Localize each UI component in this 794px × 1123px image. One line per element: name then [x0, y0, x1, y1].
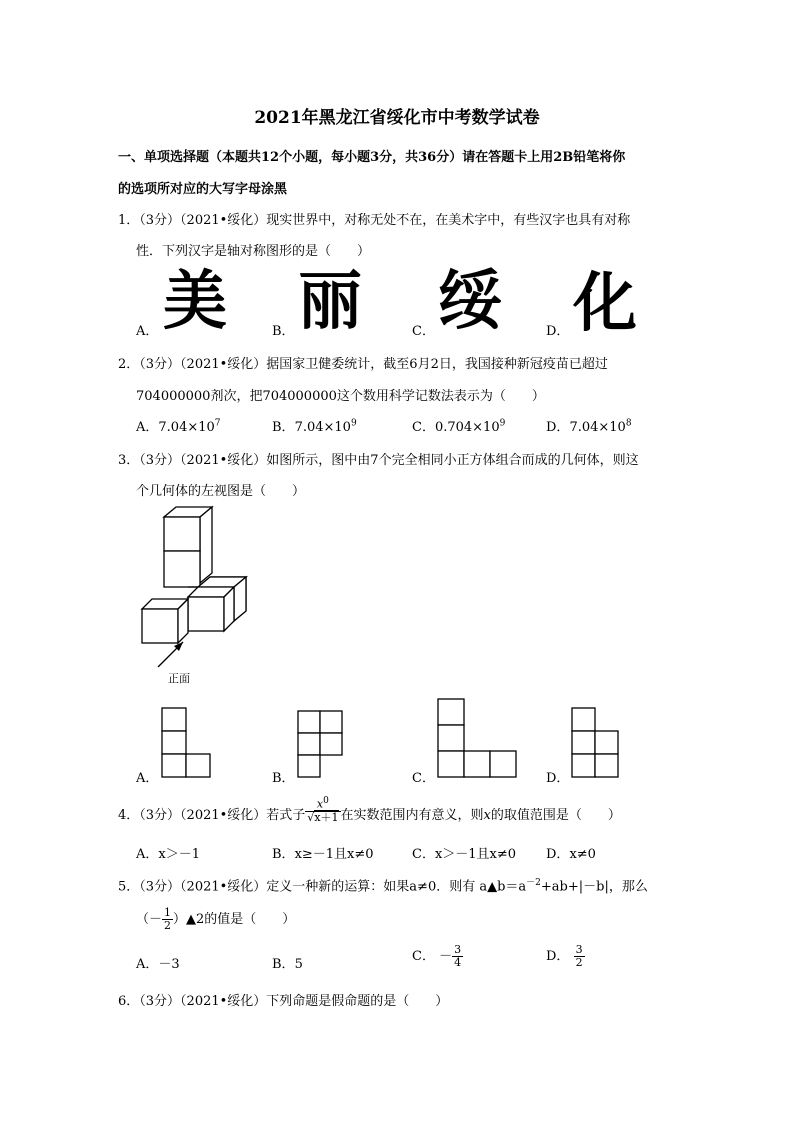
q4-fraction — [305, 795, 340, 824]
q4-suffix2: 的取值范围是（ ） — [490, 808, 621, 823]
q2-option-a-label: A． — [136, 420, 159, 435]
q3-figure-label: 正面 — [168, 672, 190, 685]
q4-line1 — [118, 796, 621, 824]
q5-option-b: B．5 — [272, 957, 303, 972]
q1-option-b-char: 丽 — [298, 265, 362, 339]
q1-line1: 1．（3分）（2021•绥化）现实世界中，对称无处不在，在美术字中，有些汉字也具有对称 — [118, 213, 631, 228]
q2-option-c-base: 0.704×10 — [434, 420, 500, 435]
q5-option-c: C． － $\frac{3}{4}$ — [412, 943, 462, 969]
section-heading-line2: 的选项所对应的大写字母涂黑 — [118, 182, 288, 197]
q2-option-d-exp: 8 — [625, 418, 632, 429]
q3-cube-figure — [130, 505, 260, 690]
q2-option-c-exp: 9 — [499, 418, 506, 429]
q3-option-d-view — [571, 707, 619, 779]
q4-option-a: A．x＞－1 — [136, 847, 200, 862]
q5-line2: （－ $\frac{1}{2}$ ）▲2的值是（ ） — [136, 906, 296, 932]
q4-numerator: $x^0$ — [305, 795, 340, 812]
q6-line1: 6．（3分）（2021•绥化）下列命题是假命题的是（ ） — [118, 994, 449, 1009]
q2-option-a-exp: 7 — [214, 418, 221, 429]
q2-line2: 704000000剂次，把704000000这个数用科学记数法表示为（ ） — [136, 389, 545, 404]
q2-option-a — [136, 416, 221, 435]
q3-option-d-label: D． — [546, 771, 570, 786]
q1-option-c-label: C． — [412, 324, 435, 339]
q4-option-d: D．x≠0 — [546, 847, 596, 862]
q4-suffix: 在实数范围内有意义，则 — [340, 808, 484, 823]
q1-option-a-char: 美 — [163, 265, 227, 339]
q2-line1: 2．（3分）（2021•绥化）据国家卫健委统计，截至6月2日，我国接种新冠疫苗已超过 — [118, 357, 608, 372]
section-heading-line1: 一、单项选择题（本题共12个小题，每小题3分，共36分）请在答题卡上用2B铅笔将你 — [118, 150, 626, 165]
q3-option-c-view — [437, 698, 519, 780]
q4-denominator: √x＋1 — [307, 810, 339, 824]
q2-option-a-base: 7.04×10 — [158, 420, 215, 435]
q4-option-c: C．x＞－1且x≠0 — [412, 847, 517, 862]
q2-option-b-label: B． — [272, 420, 295, 435]
q1-option-c-char: 绥 — [438, 265, 502, 339]
q2-option-c — [412, 416, 505, 435]
q2-option-b — [272, 416, 357, 435]
q2-option-d-base: 7.04×10 — [569, 420, 626, 435]
q3-option-b-view — [297, 710, 343, 780]
q3-line1: 3．（3分）（2021•绥化）如图所示，图中由7个完全相同小正方体组合而成的几何体，则这 — [118, 453, 639, 468]
q3-option-a-view — [161, 707, 211, 779]
q1-option-a-label: A． — [136, 324, 159, 339]
q4-prefix: 4．（3分）（2021•绥化）若式子 — [118, 808, 306, 823]
page-title: 2021年黑龙江省绥化市中考数学试卷 — [254, 108, 540, 128]
q5-option-a: A．－3 — [136, 957, 180, 972]
q4-var: x — [483, 808, 491, 823]
q1-option-d-char: 化 — [573, 267, 637, 341]
q3-line2: 个几何体的左视图是（ ） — [136, 484, 306, 499]
q3-option-c-label: C． — [412, 771, 435, 786]
q2-option-d — [546, 416, 632, 435]
q1-option-b-label: B． — [272, 324, 295, 339]
q2-option-b-base: 7.04×10 — [294, 420, 351, 435]
q3-option-a-label: A． — [136, 771, 159, 786]
q3-option-b-label: B． — [272, 771, 295, 786]
q4-option-b: B．x≥－1且x≠0 — [272, 847, 374, 862]
q5-fraction: $\frac{1}{2}$ — [164, 906, 172, 932]
q2-option-b-exp: 9 — [350, 418, 357, 429]
q5-option-d: D． $\frac{3}{2}$ — [546, 943, 583, 969]
q1-line2: 性．下列汉字是轴对称图形的是（ ） — [136, 244, 371, 259]
q1-option-d-label: D． — [546, 324, 570, 339]
q2-option-c-label: C． — [412, 420, 435, 435]
q2-option-d-label: D． — [546, 420, 570, 435]
q5-line1: 5．（3分）（2021•绥化）定义一种新的运算：如果a≠0．则有 $a▲b=a^{-2}+ab+|-b|$，那么 — [118, 878, 648, 895]
